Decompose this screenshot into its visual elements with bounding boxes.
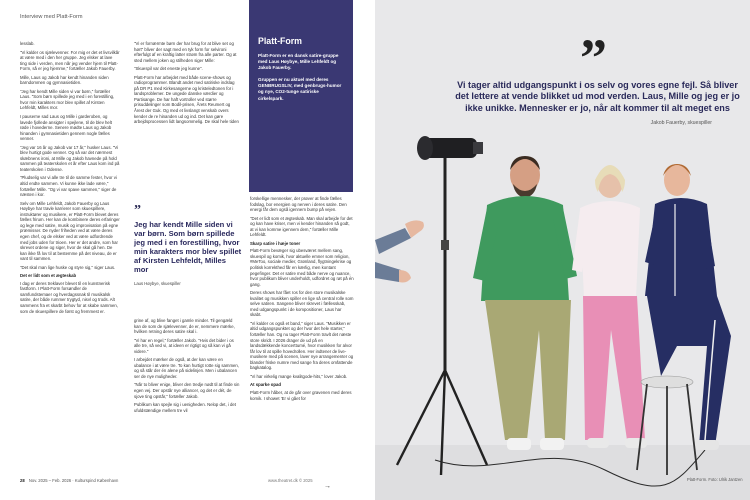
body-paragraph: "Vi har virkelig mange kvalitgode-hits," lover Jakob. [250,373,348,379]
section-heading: Skarp satire i hæje toner [250,240,301,246]
text-column-2b [134,318,240,416]
body-paragraph: Platt-Form håber, at de går over gravenen med deres komik. I showet 'Er vi gået for [250,389,352,401]
quote-mark-icon: ” [134,203,141,218]
text-column-1 [20,41,120,317]
body-paragraph: Platt-Form bevæger sig ubesværet mellem sang, skuespil og komik, hvor aktuelle emner som religion, #MeToo, sociale medier, Grønland, flygtningekrise og politisk korrekthed får en kærlig, men kontant pegefinger. Det er satire med både nerve og nuance, hvor publikum bliver underholdt, udfordret og røt på én gang. [250,248,354,287]
body-paragraph: Platt-Form har arbejdet med både scene-shows og radioprogrammer. Blandt andet med satiriske indslag på DR P1 med Kirkesangerne og kristeledtonen for i landsproblemer. De ungede danske værdier og Partisange. De har haft vortroller ved større prisuddelinger som Bodil-prisen, Årets Reumert og Årest der Guk. Og med et livslangt venskab overs kender de re hinanden ud og ind. Det kan gøre arbejdsprocessen lidt langsommelig. De skal hele tiden [134,74,239,125]
body-paragraph: "Vi er fornærmte børn der har brug for at blive set og hørt" bliver der sagt med en tyk form for selvironi efterfulgt af en kraftig latter strøm fra alle parter. Og at sted mellem joken og stilheden siger Mille: [134,41,237,63]
text-column-3 [250,196,354,404]
body-paragraph: "Skuespil var det eneste jeg kunne". [134,66,203,72]
group-photo [375,120,750,500]
page-footer [20,478,118,483]
info-box [249,0,353,192]
quote-mark-icon: ” [580,28,607,88]
footer-url [268,478,375,490]
info-box-title: Platt-Form [258,36,302,46]
pull-quote-text: Jeg har kendt Mille siden vi var børn. Som børn spillede jeg med i en forestilling, hvor min karakters mor blev spillet af Kirsten Lehfeldt, Milles mor [134,220,242,275]
info-box-text: Gruppen er nu aktuel med deres GENBRUGSLIV, med genbrugs-humor og nye, CO2-tunge satiriske cirkelspark. [258,77,342,101]
body-paragraph: "Det skal man lige huske og styre sig," siger Laus. [20,264,116,270]
info-box-text: Platt-Form er en dansk satire-gruppe med Laus Høybye, Mille Lehfeldt og Jakob Fauerby. [258,53,339,71]
right-quote-credit: Jakob Fauerby, skuespiller [650,120,712,127]
body-paragraph: lesslab. [20,41,35,46]
body-paragraph: "Vi kalder os også et band," siger Laus. "Musikken er altid udgangspunktet og der hvor det hele starter," fortæller han. Og nu tager Platt-Form travlt det næste store skridt. I 2026 drager de ud på en landsdækkende koncerttumé, hvor musikken for alvor får lov til at spille hovedrollen. Her indtener de live-musikere med på scenen, laver nye arrangementer og blander friske numre med sange fra deres omfattende bagkatalog. [250,320,354,371]
pull-quote [134,203,242,286]
page-number: 28 [20,478,25,483]
body-paragraph: forskellige mennesker, der prøver at finde fælles fodslag, bor energien og nerven i deres satire. Den energi får dem også igennem bump på vejen. [250,196,347,213]
right-pull-quote [395,28,740,127]
body-paragraph: "Pludselig var vi alle tre til de samme fester, hvor vi altid endte sammen. Vi kunne ikke lade være," fortæller Mille. "Og vi var spave sammen," siger de næsten i kor. [20,175,117,198]
section-heading: At sparke opad [250,382,282,388]
running-head: Interview med Platt-Form [20,14,83,20]
body-paragraph: grine af, og blive fanget i gamle minder. Til gengæld kan de som de sjælevenner, de er, nemmere mærke, hvilken retning deres satire skal i. [134,318,235,335]
body-paragraph: I pauserne sad Laus og Mille i garderoben, og lavede fjollede ansigter i spejlene, til de blev helt røde i hovederne. Senere mødte Laus og Jakob hinanden i gymnasietiden gennem nogle fælles venner. [20,114,112,142]
next-arrow-icon: → [324,483,331,490]
pull-quote-credit: Laus Høybye, skuespiller [134,280,181,286]
body-paragraph: Deres shows har fået ros for den store musikalske kvalitet og musikken spiller en lige så central rolle som selve satiren. Sangene bliver skrevet i fællesskab, med udgangspunkt i de kompositioner, Laus har skabt. [250,290,354,318]
body-paragraph: I arbejdet mærker de også, at der kan være en ubalance i at være tre. To kan hurtigt rotte sig sammen, og så står der én alene på sidelinjen. Men i ubalancen ser de nye muligheder. [134,357,240,379]
right-quote-text: Vi tager altid udgangspunkt i os selv og vores egne fejl. Så bliver det lettere at vende blikket ud mod verden. Laus, Mille og jeg er jo ikke unikke. Mennesker er jo, når alt kommer til alt meget ens [455,80,740,113]
issue-info: Nov. 2025 – Feb. 2026 · Kulturspind København [28,478,119,483]
footer-url-text: www.theatret.dk © 2025 [268,478,313,483]
body-paragraph: "Det er lidt som et ægteskab. Man skal arbejde for det og kan have kriser, men vi kender hinanden så godt, at vi kan komme igennem dem," fortæller Mille Lehfeldt. [250,215,353,238]
body-paragraph: Publikum kan spejle sig i uenigheden. Nelop det, i det ufuldstændige mellem tre vil [134,402,236,413]
body-paragraph: "Når to bliver enige, bliver den tredje nødt til at finde sin egen vej. Der opstår nye alliancer, og det er dét, de sjove ting opstår," fortæller Jakob. [134,382,240,399]
floor [375,445,750,500]
photo-credit: Platt-Form. Foto: Ulrik Jantzen [687,477,743,482]
body-paragraph: "Jeg har kendt Mille siden vi var børn," fortæller Laus. "Som børn spillede jeg med i en forestilling, hvor min karakters mor blev spillet af Kirsten Lehfeldt, Milles mor. [20,88,115,111]
body-paragraph: I dag er deres treklaver blevet til en kunstnerisk fastform. I Platt-Form forsøndler de samfundstemaer og hverdagssnak til musikalsk satire, der både rummer trygtyd, nisvl og trods. Alt sammens fra et skarbt behov for at skabe sammen, som de skuespillere de først og fremmest er. [20,280,118,314]
body-paragraph: "Jeg var 16 år og Jakob var 17 år," husker Laus. "Vi blev hurtigt gode venner. Og så var det nærmest skæbnens ironi, at Mille og Jakob havnede på hold sammen på teaterskolen et år efter Laus kom ind på teaterskolen i Odense. [20,144,120,172]
body-paragraph: "Vi har en regel," fortæller Jakob. "Hvis det bider i os alle tre, så ved vi, at ideen er rigtigt og så kan vi gå videre." [134,337,234,354]
body-paragraph: "Vi kalder os sjælevenner. For mig er det et livsvilkår at være med i den her gruppe. Jeg elsker at lave ting side i verden, men når jeg vender hjem til Platt-Form, så er jeg hjemme," fortæller Jakob Fauerby. [20,49,120,72]
text-column-2 [134,41,240,128]
section-heading: Det er lidt som et ægteskab [20,273,77,279]
body-paragraph: Selv om Mille Lehfeldt, Jakob Fauerby og Laus Høybye har travle karrierer som skuespillere, instruktører og musikere, er Platt-Form blevet deres fælles frirum. Her kan de kombinere deres erfaringer og lege med satire, musik og improvisation på egne præmisser. De nyder friheden ved at være deres egen chef, og de elsker ved at være udfordrende med jobs uden for trioen. Her er det andre, som har skrevet ordene og siger, hvor de skal gå hen. De kan ikke få lov til at bestemme på det niveau, de er vant til sammen. [20,200,120,262]
body-paragraph: Mille, Laus og Jakob har kendt hinanden siden barndommen og gymnasietiden. [20,74,109,86]
right-page [375,0,750,500]
